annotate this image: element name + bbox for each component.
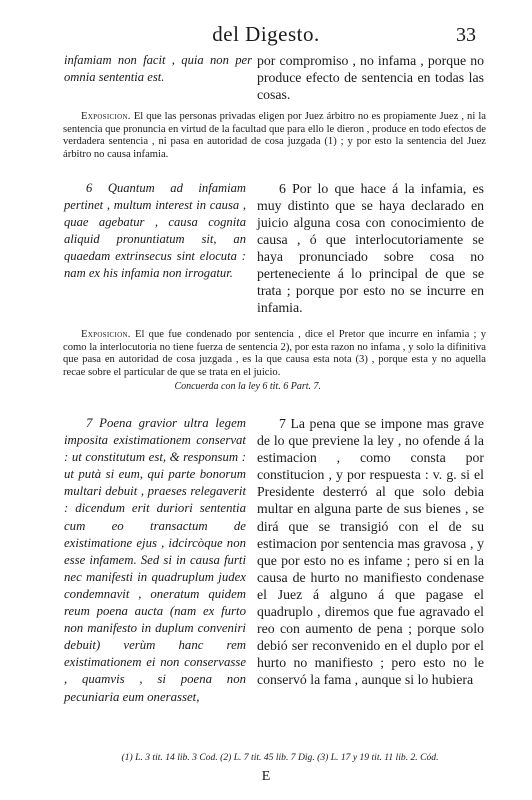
latin-paragraph: 7 Poena gravior ultra legem imposita existimationem conservat : ut constitutum est, & responsum : ut putà si eum, qui parte bonorum multari debuit , praeses relegaverit : dicendum erit duriori sententia cum eo transactum de existimatione ejus , idcircòque non esse infamem. Sed si in causa furti nec manifesti in quadruplum judex condemnavit , oneratum quidem reum poena aucta (nam ex furto non manifesto in duplum conveniri debuit) verùm hanc rem existimationem ei non conservasse , quamvis , si poena non pecuniaria eum onerasset, xyxy=(64,416,246,704)
exposicion-lead: Exposicion. xyxy=(81,329,131,340)
concordance-note: Concuerda con la ley 6 tit. 6 Part. 7. xyxy=(174,381,321,392)
spanish-text-continuation xyxy=(257,52,484,103)
spanish-paragraph-7 xyxy=(257,415,484,689)
exposicion-text: El que las personas privadas eligen por Juez árbitro no es propiamente Juez , ni la sentencia que pronuncia en virtud de la facultad que para ello le dieron , produce en todo efectos de verdadera sentencia , ni pasa en autoridad de cosa juzgada (1) ; y por esto la sentencia del Juez árbitro no causa infamia. xyxy=(63,111,486,160)
latin-paragraph: infamiam non facit , quia non per omnia sententia est. xyxy=(64,53,252,84)
latin-paragraph-6 xyxy=(64,180,246,282)
page-number: 33 xyxy=(456,24,476,46)
exposicion-lead: Exposicion. xyxy=(81,111,131,122)
latin-paragraph: 6 Quantum ad infamiam pertinet , multum interest in causa , quae agebatur , causa cognita aliquid pronuntiatum sit, an quaedam extrinsecus sint elocuta : nam ex his infamia non irrogatur. xyxy=(64,181,246,280)
exposicion-note-1 xyxy=(63,111,486,161)
exposicion-text: El que fue condenado por sentencia , dice el Pretor que incurre en infamia ; y como la interlocutoria no tiene fuerza de sentencia 2), por esta razon no infama , y solo la difinitiva que pasa en autoridad de cosa juzgada , es la que causa esta nota (3) , porque esta y no aquella recae sobre el particular de que se trata en el juicio. xyxy=(63,329,486,378)
latin-text-continuation xyxy=(64,52,252,86)
spanish-paragraph-6 xyxy=(257,180,484,316)
latin-paragraph-7 xyxy=(64,415,246,706)
spanish-paragraph: 7 La pena que se impone mas grave de lo que previene la ley , no ofende á la estimacion , como consta por constitucion , y por respuesta : v. g. si el Presidente desterró al que solo debia multar en alguna parte de sus bienes , se dirá que se transigió con el de su estimacion por sentencia mas gravosa , y que por esto no es infame ; pero si en la causa de hurto no manifiesto condenase el Juez á alguno á que pagase el quadruplo , diremos que fue agravado el reo con aumento de pena ; porque solo debió ser reconvenido en el duplo por el hurto no manifiesto ; pero esto no le conservó la fama , aunque si lo hubiera xyxy=(257,416,484,688)
spanish-paragraph: por compromiso , no infama , porque no produce efecto de sentencia en todas las cosas. xyxy=(257,53,484,102)
exposicion-note-2 xyxy=(63,329,486,379)
running-title: del Digesto. xyxy=(212,22,320,46)
footnotes: (1) L. 3 tit. 14 lib. 3 Cod. (2) L. 7 tit. 45 lib. 7 Dig. (3) L. 17 y 19 tit. 11 lib. 2. Cód. xyxy=(121,752,439,763)
spanish-paragraph: 6 Por lo que hace á la infamia, es muy distinto que se haya declarado en juicio alguna cosa con conocimiento de causa , ó que interlocutoriamente se haya pronunciado sobre cosa no perteneciente á lo principal de que se trata ; porque por esto no se incurre en infamia. xyxy=(257,181,484,315)
printer-signature-mark: E xyxy=(261,769,271,784)
